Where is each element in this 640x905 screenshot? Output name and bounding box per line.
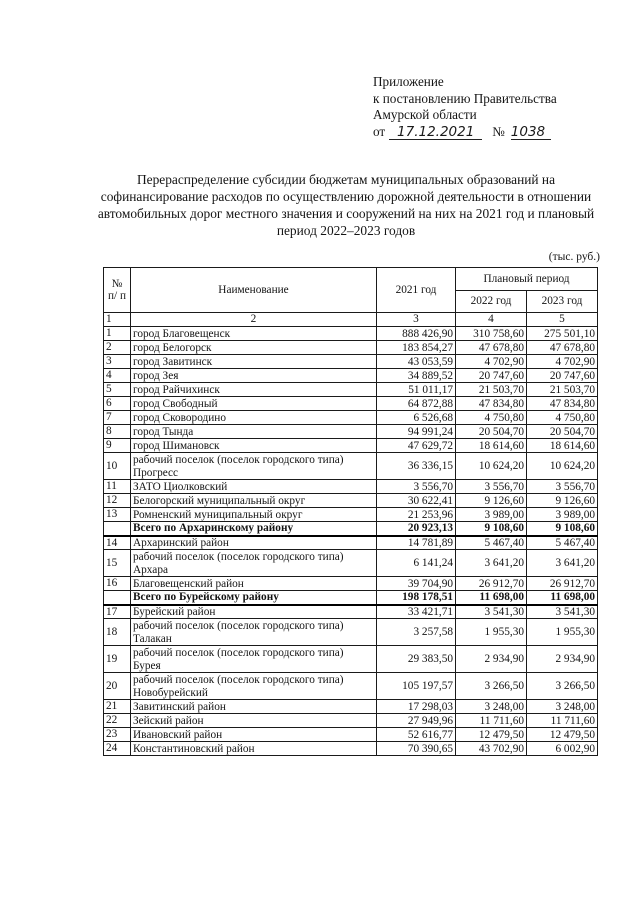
- row-2021-cell: 27 949,96: [377, 714, 456, 728]
- row-name-cell: Зейский район: [131, 714, 377, 728]
- row-2021-cell: 6 526,68: [377, 411, 456, 425]
- row-number-cell: 5: [104, 383, 131, 397]
- row-2022-cell: 11 711,60: [456, 714, 527, 728]
- row-2022-cell: 3 641,20: [456, 550, 527, 577]
- row-name-cell: рабочий поселок (поселок городского типа) Талакан: [131, 619, 377, 646]
- row-name-cell: ЗАТО Циолковский: [131, 480, 377, 494]
- row-2021-cell: 183 854,27: [377, 341, 456, 355]
- header-name: Наименование: [131, 268, 377, 313]
- row-2022-cell: 47 678,80: [456, 341, 527, 355]
- appendix-line-2: к постановлению Правительства: [373, 90, 557, 106]
- column-number: 1: [104, 313, 131, 327]
- row-number-cell: 1: [104, 327, 131, 341]
- row-2021-cell: 6 141,24: [377, 550, 456, 577]
- row-name-cell: город Благовещенск: [131, 327, 377, 341]
- row-2023-cell: 4 750,80: [527, 411, 598, 425]
- row-2023-cell: 47 678,80: [527, 341, 598, 355]
- row-2021-cell: 70 390,65: [377, 742, 456, 756]
- row-2021-cell: 888 426,90: [377, 327, 456, 341]
- row-number-cell: 15: [104, 550, 131, 577]
- row-name-cell: город Сковородино: [131, 411, 377, 425]
- appendix-line-1: Приложение: [373, 74, 444, 89]
- row-number-cell: 21: [104, 700, 131, 714]
- row-2023-cell: 2 934,90: [527, 646, 598, 673]
- row-2023-cell: 10 624,20: [527, 453, 598, 480]
- row-2022-cell: 20 504,70: [456, 425, 527, 439]
- row-number-cell: 18: [104, 619, 131, 646]
- table-row: [104, 383, 598, 397]
- table-row: [104, 494, 598, 508]
- row-2022-cell: 9 126,60: [456, 494, 527, 508]
- row-number-cell: 7: [104, 411, 131, 425]
- row-2021-cell: 36 336,15: [377, 453, 456, 480]
- row-number-cell: 8: [104, 425, 131, 439]
- row-number-cell: 2: [104, 341, 131, 355]
- table-row: [104, 327, 598, 341]
- row-number-cell: 19: [104, 646, 131, 673]
- row-2022-cell: 18 614,60: [456, 439, 527, 453]
- row-2022-cell: 3 248,00: [456, 700, 527, 714]
- row-2023-cell: 11 711,60: [527, 714, 598, 728]
- row-2021-cell: 34 889,52: [377, 369, 456, 383]
- row-name-cell: рабочий поселок (поселок городского типа) Бурея: [131, 646, 377, 673]
- row-2023-cell: 26 912,70: [527, 577, 598, 591]
- row-2022-cell: 20 747,60: [456, 369, 527, 383]
- table-row: [104, 369, 598, 383]
- table-row: [104, 411, 598, 425]
- row-name-cell: город Завитинск: [131, 355, 377, 369]
- row-2022-cell: 9 108,60: [456, 522, 527, 536]
- row-2023-cell: 5 467,40: [527, 536, 598, 550]
- row-name-cell: Всего по Бурейскому району: [131, 591, 377, 605]
- row-2023-cell: 6 002,90: [527, 742, 598, 756]
- appendix-date-line: [373, 124, 623, 141]
- row-2023-cell: 9 126,60: [527, 494, 598, 508]
- row-2021-cell: 30 622,41: [377, 494, 456, 508]
- row-number-cell: 9: [104, 439, 131, 453]
- column-number: 4: [456, 313, 527, 327]
- row-2023-cell: 18 614,60: [527, 439, 598, 453]
- row-number-cell: 16: [104, 577, 131, 591]
- row-2022-cell: 1 955,30: [456, 619, 527, 646]
- row-2021-cell: 51 011,17: [377, 383, 456, 397]
- row-name-cell: город Белогорск: [131, 341, 377, 355]
- column-number: 5: [527, 313, 598, 327]
- row-2023-cell: 3 641,20: [527, 550, 598, 577]
- row-2022-cell: 2 934,90: [456, 646, 527, 673]
- row-2021-cell: 17 298,03: [377, 700, 456, 714]
- row-2021-cell: 3 556,70: [377, 480, 456, 494]
- row-number-cell: 24: [104, 742, 131, 756]
- table-row: [104, 577, 598, 591]
- row-2022-cell: 4 702,90: [456, 355, 527, 369]
- row-2021-cell: 14 781,89: [377, 536, 456, 550]
- row-name-cell: Константиновский район: [131, 742, 377, 756]
- table-row: [104, 453, 598, 480]
- row-2023-cell: 20 747,60: [527, 369, 598, 383]
- date-prefix: от: [373, 123, 386, 139]
- subsidy-table: [103, 267, 598, 756]
- row-2021-cell: 43 053,59: [377, 355, 456, 369]
- row-2021-cell: 20 923,13: [377, 522, 456, 536]
- row-2022-cell: 47 834,80: [456, 397, 527, 411]
- row-2021-cell: 198 178,51: [377, 591, 456, 605]
- row-2022-cell: 12 479,50: [456, 728, 527, 742]
- row-number-cell: [104, 591, 131, 605]
- table-row: [104, 714, 598, 728]
- table-row: [104, 742, 598, 756]
- row-2021-cell: 3 257,58: [377, 619, 456, 646]
- table-row: [104, 700, 598, 714]
- row-2023-cell: 12 479,50: [527, 728, 598, 742]
- row-name-cell: рабочий поселок (поселок городского типа) Архара: [131, 550, 377, 577]
- row-2022-cell: 21 503,70: [456, 383, 527, 397]
- row-2022-cell: 5 467,40: [456, 536, 527, 550]
- row-name-cell: город Райчихинск: [131, 383, 377, 397]
- row-number-cell: 13: [104, 508, 131, 522]
- row-2023-cell: 20 504,70: [527, 425, 598, 439]
- row-2022-cell: 3 541,30: [456, 605, 527, 619]
- row-2023-cell: 1 955,30: [527, 619, 598, 646]
- row-2022-cell: 4 750,80: [456, 411, 527, 425]
- row-number-cell: 17: [104, 605, 131, 619]
- row-name-cell: город Зея: [131, 369, 377, 383]
- row-2023-cell: 3 989,00: [527, 508, 598, 522]
- row-2022-cell: 3 989,00: [456, 508, 527, 522]
- row-2021-cell: 21 253,96: [377, 508, 456, 522]
- row-2022-cell: 43 702,90: [456, 742, 527, 756]
- table-row: [104, 425, 598, 439]
- row-number-cell: 14: [104, 536, 131, 550]
- header-planned-period: Плановый период: [456, 268, 598, 291]
- row-2023-cell: 3 541,30: [527, 605, 598, 619]
- appendix-line-3: Амурской области: [373, 107, 477, 122]
- number-label: №: [492, 123, 505, 139]
- row-number-cell: 20: [104, 673, 131, 700]
- row-name-cell: рабочий поселок (поселок городского типа) Новобурейский: [131, 673, 377, 700]
- row-number-cell: 22: [104, 714, 131, 728]
- table-row: [104, 341, 598, 355]
- header-num: № п/ п: [104, 268, 131, 313]
- row-2023-cell: 11 698,00: [527, 591, 598, 605]
- document-title: Перераспределение субсидии бюджетам муниципальных образований на софинансирование расходов по осуществлению дорожной деятельности в отношении автомобильных дорог местного значения и сооружений на них на 2021 год и плановый период 2022–2023 годов: [97, 172, 595, 238]
- row-name-cell: Завитинский район: [131, 700, 377, 714]
- table-row: [104, 480, 598, 494]
- row-2022-cell: 10 624,20: [456, 453, 527, 480]
- row-name-cell: город Свободный: [131, 397, 377, 411]
- column-numbers-row: [104, 313, 598, 327]
- row-2021-cell: 94 991,24: [377, 425, 456, 439]
- row-2021-cell: 47 629,72: [377, 439, 456, 453]
- appendix-block: [373, 74, 623, 140]
- row-2022-cell: 310 758,60: [456, 327, 527, 341]
- row-number-cell: 12: [104, 494, 131, 508]
- date-value: 17.12.2021: [389, 126, 482, 140]
- row-2021-cell: 33 421,71: [377, 605, 456, 619]
- row-2023-cell: 3 266,50: [527, 673, 598, 700]
- header-2022: 2022 год: [456, 290, 527, 313]
- row-name-cell: Бурейский район: [131, 605, 377, 619]
- row-number-cell: 10: [104, 453, 131, 480]
- header-row-1: [104, 268, 598, 291]
- row-2023-cell: 275 501,10: [527, 327, 598, 341]
- units-label: (тыс. руб.): [548, 251, 600, 263]
- row-2021-cell: 64 872,88: [377, 397, 456, 411]
- row-2021-cell: 39 704,90: [377, 577, 456, 591]
- row-2023-cell: 9 108,60: [527, 522, 598, 536]
- table-row: [104, 646, 598, 673]
- row-number-cell: 3: [104, 355, 131, 369]
- row-name-cell: Всего по Архаринскому району: [131, 522, 377, 536]
- table-row: [104, 673, 598, 700]
- subtotal-row: [104, 591, 598, 605]
- row-name-cell: Ивановский район: [131, 728, 377, 742]
- header-2023: 2023 год: [527, 290, 598, 313]
- table-row: [104, 619, 598, 646]
- row-number-cell: 6: [104, 397, 131, 411]
- row-2021-cell: 52 616,77: [377, 728, 456, 742]
- table-row: [104, 355, 598, 369]
- row-2022-cell: 11 698,00: [456, 591, 527, 605]
- row-number-cell: 23: [104, 728, 131, 742]
- row-2023-cell: 21 503,70: [527, 383, 598, 397]
- row-2021-cell: 105 197,57: [377, 673, 456, 700]
- row-2021-cell: 29 383,50: [377, 646, 456, 673]
- table-row: [104, 536, 598, 550]
- row-2022-cell: 3 266,50: [456, 673, 527, 700]
- row-2022-cell: 26 912,70: [456, 577, 527, 591]
- row-2023-cell: 4 702,90: [527, 355, 598, 369]
- row-number-cell: 4: [104, 369, 131, 383]
- header-2021: 2021 год: [377, 268, 456, 313]
- row-name-cell: город Тында: [131, 425, 377, 439]
- table-row: [104, 728, 598, 742]
- table-row: [104, 550, 598, 577]
- row-name-cell: Ромненский муниципальный округ: [131, 508, 377, 522]
- table-row: [104, 439, 598, 453]
- row-number-cell: 11: [104, 480, 131, 494]
- column-number: 3: [377, 313, 456, 327]
- row-2022-cell: 3 556,70: [456, 480, 527, 494]
- column-number: 2: [131, 313, 377, 327]
- table-row: [104, 397, 598, 411]
- row-name-cell: Благовещенский район: [131, 577, 377, 591]
- row-2023-cell: 47 834,80: [527, 397, 598, 411]
- subtotal-row: [104, 522, 598, 536]
- row-2023-cell: 3 248,00: [527, 700, 598, 714]
- row-number-cell: [104, 522, 131, 536]
- row-name-cell: город Шимановск: [131, 439, 377, 453]
- table-row: [104, 508, 598, 522]
- row-2023-cell: 3 556,70: [527, 480, 598, 494]
- row-name-cell: Архаринский район: [131, 536, 377, 550]
- table-row: [104, 605, 598, 619]
- number-value: 1038: [511, 126, 551, 140]
- row-name-cell: рабочий поселок (поселок городского типа) Прогресс: [131, 453, 377, 480]
- row-name-cell: Белогорский муниципальный округ: [131, 494, 377, 508]
